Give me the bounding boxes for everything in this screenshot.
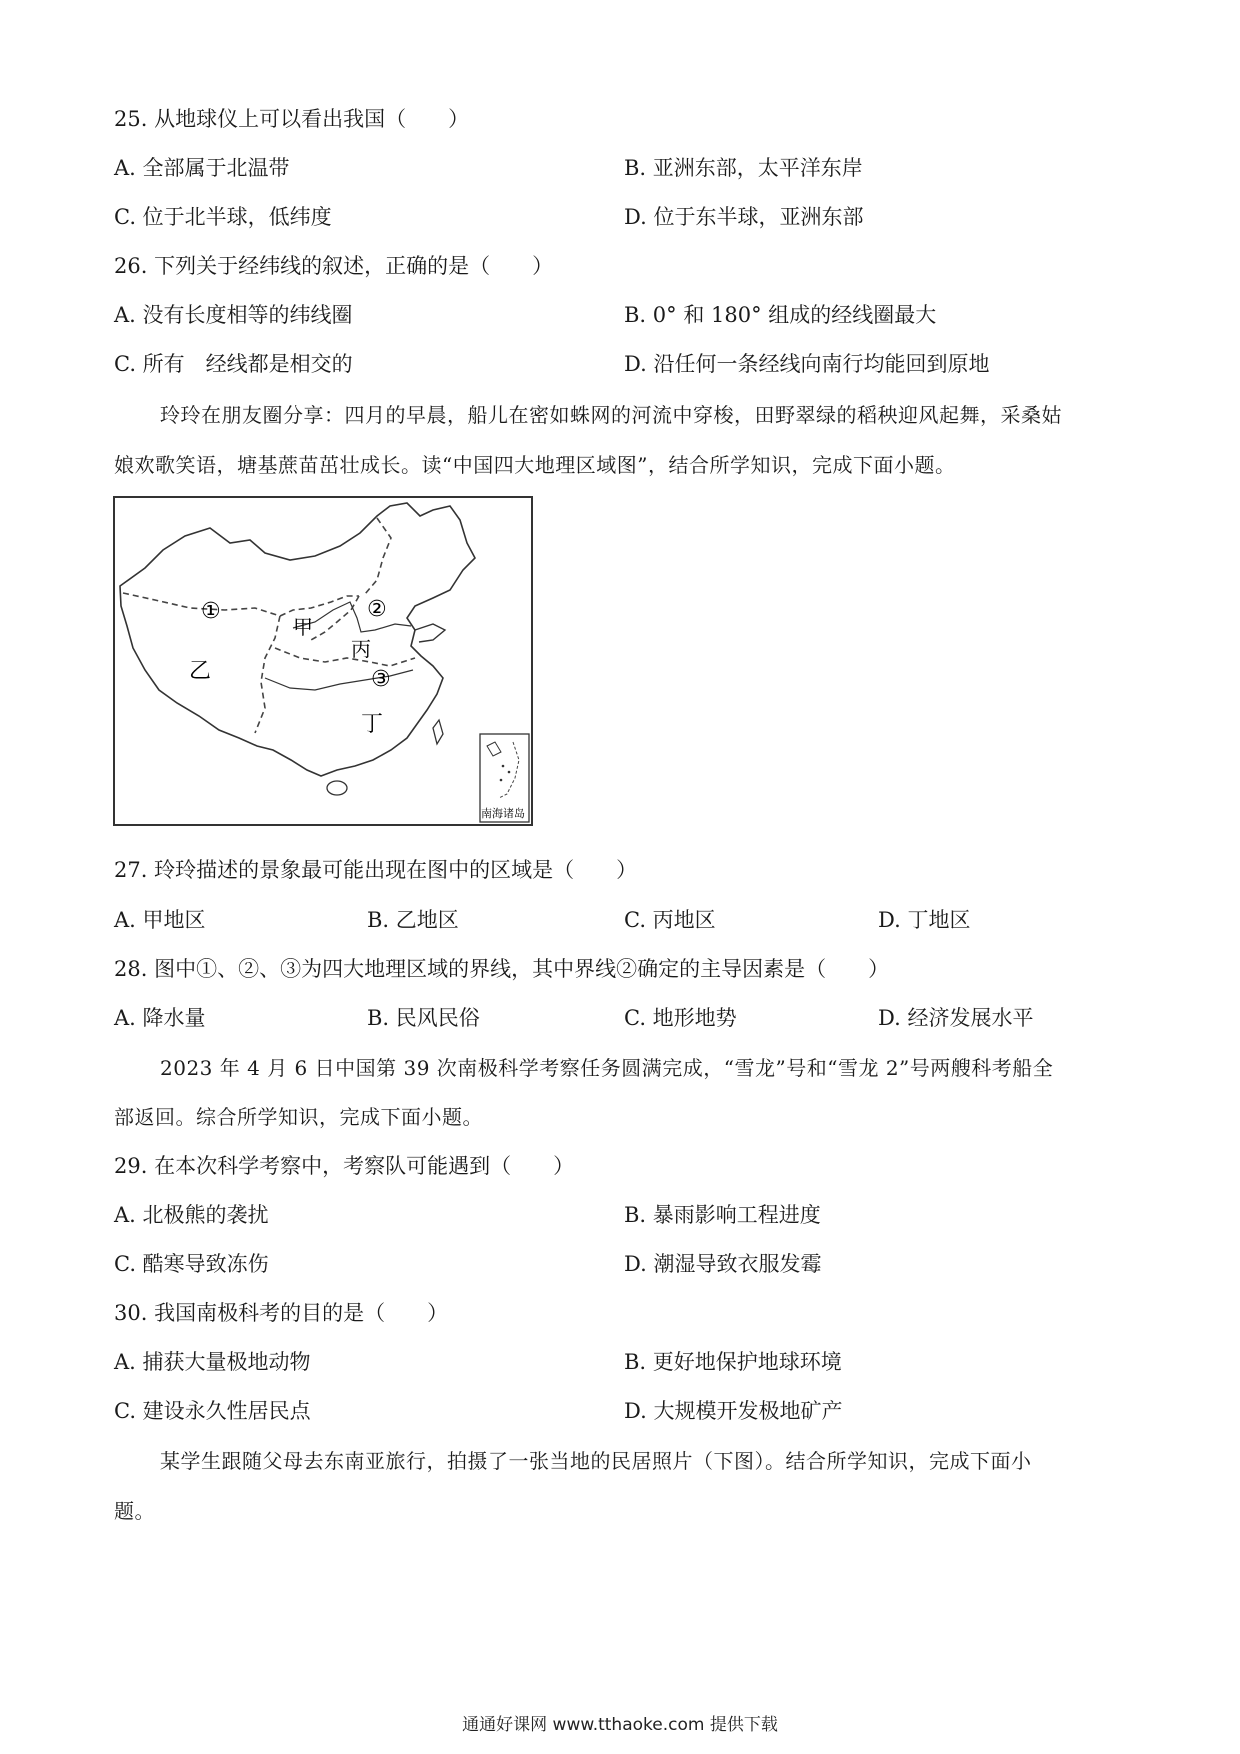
q27-option-c: C. 丙地区 (624, 908, 716, 932)
page-footer: 通通好课网 www.tthaoke.com 提供下载 (462, 1715, 778, 1735)
passage-1-line-1: 玲玲在朋友圈分享：四月的早晨，船儿在密如蛛网的河流中穿梭，田野翠绿的稻秧迎风起舞，采桑姑 (160, 403, 1062, 427)
region-bing-label: 丙 (351, 637, 371, 661)
south-china-sea-inset (480, 734, 529, 822)
q27-option-d: D. 丁地区 (878, 908, 971, 932)
passage-2-line-2: 部返回。综合所学知识，完成下面小题。 (114, 1105, 483, 1129)
q28-option-c: C. 地形地势 (624, 1006, 737, 1030)
q25-option-c: C. 位于北半球，低纬度 (114, 205, 332, 229)
q27-stem: 27. 玲玲描述的景象最可能出现在图中的区域是（ ） (114, 858, 638, 882)
q28-option-b: B. 民风民俗 (367, 1006, 480, 1030)
q30-stem: 30. 我国南极科考的目的是（ ） (114, 1301, 449, 1325)
q25-option-b: B. 亚洲东部，太平洋东岸 (624, 156, 863, 180)
q29-option-a: A. 北极熊的袭扰 (114, 1203, 269, 1227)
passage-3-line-2: 题。 (114, 1499, 155, 1523)
passage-3-line-1: 某学生跟随父母去东南亚旅行，拍摄了一张当地的民居照片（下图）。结合所学知识，完成下面小 (160, 1449, 1032, 1473)
q25-stem: 25. 从地球仪上可以看出我国（ ） (114, 107, 470, 131)
q29-option-c: C. 酷寒导致冻伤 (114, 1252, 269, 1276)
q29-stem: 29. 在本次科学考察中，考察队可能遇到（ ） (114, 1154, 575, 1178)
china-outline (120, 503, 475, 776)
q30-option-b: B. 更好地保护地球环境 (624, 1350, 842, 1374)
passage-2-line-1: 2023 年 4 月 6 日中国第 39 次南极科学考察任务圆满完成，“雪龙”号和“雪龙 2”号两艘科考船全 (160, 1056, 1054, 1080)
q27-option-b: B. 乙地区 (367, 908, 459, 932)
inset-caption: 南海诸岛 (481, 807, 525, 820)
q30-option-a: A. 捕获大量极地动物 (114, 1350, 311, 1374)
taiwan-island (433, 720, 443, 744)
q25-option-d: D. 位于东半球，亚洲东部 (624, 205, 864, 229)
q26-option-b: B. 0° 和 180° 组成的经线圈最大 (624, 303, 937, 327)
marker-3: ③ (371, 667, 391, 692)
region-jia-label: 甲 (293, 615, 313, 639)
passage-1-line-2: 娘欢歌笑语，塘基蔗苗茁壮成长。读“中国四大地理区域图”，结合所学知识，完成下面小题。 (114, 453, 956, 477)
q26-stem: 26. 下列关于经纬线的叙述，正确的是（ ） (114, 254, 554, 278)
marker-2: ② (367, 597, 387, 622)
q27-option-a: A. 甲地区 (114, 908, 206, 932)
q28-option-d: D. 经济发展水平 (878, 1006, 1034, 1030)
q26-option-c: C. 所有 经线都是相交的 (114, 352, 353, 376)
hainan-island (327, 781, 347, 795)
region-ding-label: 丁 (361, 712, 384, 737)
region-yi-label: 乙 (189, 659, 212, 684)
q26-option-a: A. 没有长度相等的纬线圈 (114, 303, 353, 327)
q26-option-d: D. 沿任何一条经线向南行均能回到原地 (624, 352, 990, 376)
boundary-line-2 (311, 596, 359, 640)
marker-1: ① (201, 599, 221, 624)
q29-option-b: B. 暴雨影响工程进度 (624, 1203, 821, 1227)
q30-option-d: D. 大规模开发极地矿产 (624, 1399, 843, 1423)
q25-option-a: A. 全部属于北温带 (114, 156, 290, 180)
yangtze-river (265, 670, 413, 690)
q29-option-d: D. 潮湿导致衣服发霉 (624, 1252, 822, 1276)
q28-stem: 28. 图中①、②、③为四大地理区域的界线，其中界线②确定的主导因素是（ ） (114, 957, 890, 981)
q30-option-c: C. 建设永久性居民点 (114, 1399, 311, 1423)
q28-option-a: A. 降水量 (114, 1006, 206, 1030)
china-regions-map (113, 496, 533, 826)
boundary-line-3 (275, 648, 415, 666)
